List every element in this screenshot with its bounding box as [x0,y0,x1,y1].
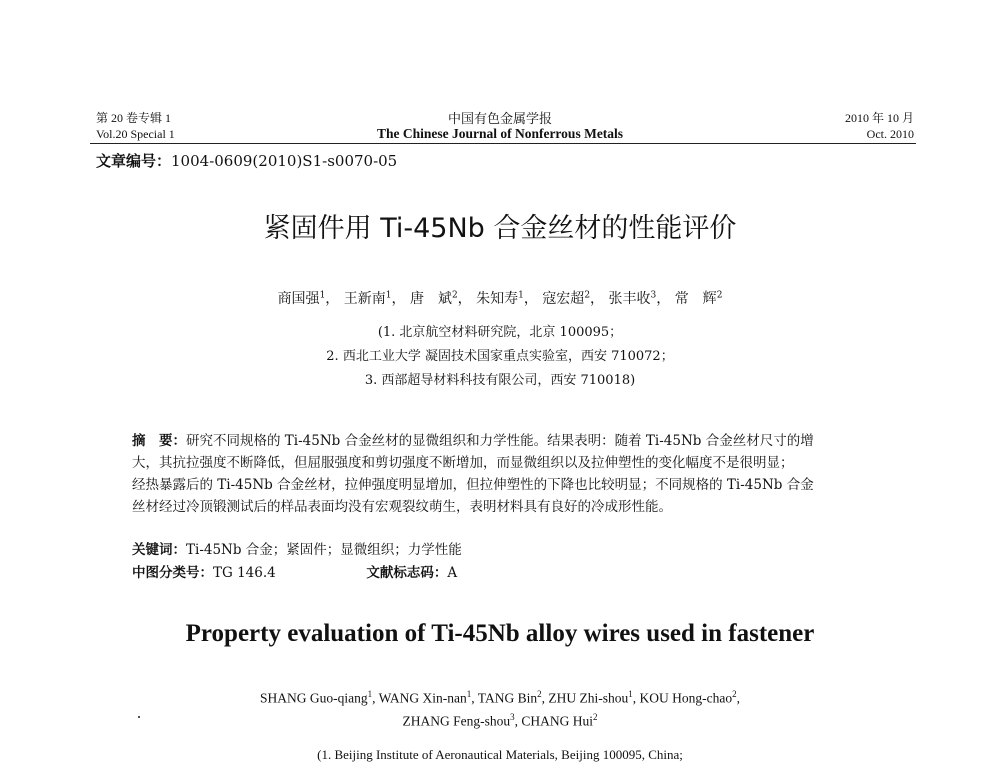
abstract-line: 摘 要：研究不同规格的 Ti-45Nb 合金丝材的显微组织和力学性能。结果表明：随着 Ti-45Nb 合金丝材尺寸的增 [132,433,814,449]
classification [132,561,457,581]
volume-label-zh: 第 20 卷专辑 1 [96,111,172,125]
author-affiliation-mark: 3 [510,712,515,722]
author-en: ZHU Zhi-shou [548,690,629,706]
author-en: ZHANG Feng-shou [402,713,511,729]
author-zh: 张丰收 [608,291,651,307]
affiliation-en-1: (1. Beijing Institute of Aeronautical Materials, Beijing 100095, China; [317,747,683,762]
author-en: SHANG Guo-qiang [260,690,368,706]
issue-date-zh: 2010 年 10 月 [844,111,914,125]
author-affiliation-mark: 2 [732,689,737,699]
affiliation-zh-2: 2. 西北工业大学 凝固技术国家重点实验室，西安 710072； [326,349,674,364]
author-affiliation-mark: 1 [367,689,373,699]
author-en: TANG Bin [477,690,538,706]
abstract-label: 摘 要： [132,433,186,449]
classification-label: 中图分类号： [132,565,213,581]
author-affiliation-mark: 2 [537,689,542,699]
paper-title-en: Property evaluation of Ti-45Nb alloy wires used in fastener [185,620,815,647]
author-list-en-line-2: ZHANG Feng-shou$^3$, CHANG Hui$^2$ [402,712,598,729]
issue-date-en: Oct. 2010 [866,127,914,141]
author-affiliation-mark: 1 [466,689,472,699]
journal-name-en: The Chinese Journal of Nonferrous Metals [376,126,624,141]
keywords-label: 关键词： [132,542,186,558]
keywords-value: Ti-45Nb 合金；紧固件；显微组织；力学性能 [186,542,462,558]
journal-name-zh: 中国有色金属学报 [447,111,552,126]
author-affiliation-mark: 2 [716,290,723,301]
author-zh: 唐 斌 [409,291,452,307]
abstract [132,430,892,518]
author-zh: 商国强 [277,291,320,307]
author-list-zh: 商国强$^1$， 王新南$^1$， 唐 斌$^2$， 朱知寿$^1$， 寇宏超$^2$， 张丰收$^3$， 常 辉$^2$ [277,290,723,307]
author-zh: 朱知寿 [476,291,519,307]
article-number [96,150,397,171]
author-zh: 王新南 [343,291,386,307]
author-affiliation-mark: 2 [593,712,598,722]
volume-label-en: Vol.20 Special 1 [96,127,175,141]
affiliation-zh-1: (1. 北京航空材料研究院，北京 100095； [377,325,623,340]
author-en: WANG Xin-nan [378,690,467,706]
paper-title-zh: 紧固件用 Ti-45Nb 合金丝材的性能评价 [263,213,737,244]
author-affiliation-mark: 2 [584,290,591,301]
author-zh: 寇宏超 [542,291,585,307]
author-affiliation-mark: 1 [518,290,524,301]
article-number-label: 文章编号： [96,152,172,170]
header-rule [90,143,916,144]
scan-speck [138,716,140,718]
keywords [132,538,462,558]
article-number-value: 1004-0609(2010)S1-s0070-05 [171,152,398,170]
author-affiliation-mark: 3 [650,290,657,301]
author-affiliation-mark: 1 [385,290,392,301]
classification-value: TG 146.4 [213,565,276,581]
author-zh: 常 辉 [674,291,717,307]
author-en: CHANG Hui [521,713,593,729]
author-en: KOU Hong-chao [639,690,733,706]
affiliation-zh-3: 3. 西部超导材料科技有限公司，西安 710018) [364,373,636,388]
abstract-line: 大，其抗拉强度不断降低，但屈服强度和剪切强度不断增加，而显微组织以及拉伸塑性的变化幅度不是很明显； [132,455,794,471]
document-code-label: 文献标志码： [366,565,448,581]
abstract-line: 丝材经过冷顶锻测试后的样品表面均没有宏观裂纹萌生，表明材料具有良好的冷成形性能。 [132,499,672,515]
author-affiliation-mark: 2 [451,290,458,301]
abstract-line: 经热暴露后的 Ti-45Nb 合金丝材，拉伸强度明显增加，但拉伸塑性的下降也比较明显；不同规格的 Ti-45Nb 合金 [132,477,814,493]
author-affiliation-mark: 1 [319,290,326,301]
document-code-value: A [447,565,458,581]
author-list-en-line-1: SHANG Guo-qiang$^1$, WANG Xin-nan$^1$, TANG Bin$^2$, ZHU Zhi-shou$^1$, KOU Hong-chao$^2$, [260,689,740,706]
author-affiliation-mark: 1 [628,689,633,699]
